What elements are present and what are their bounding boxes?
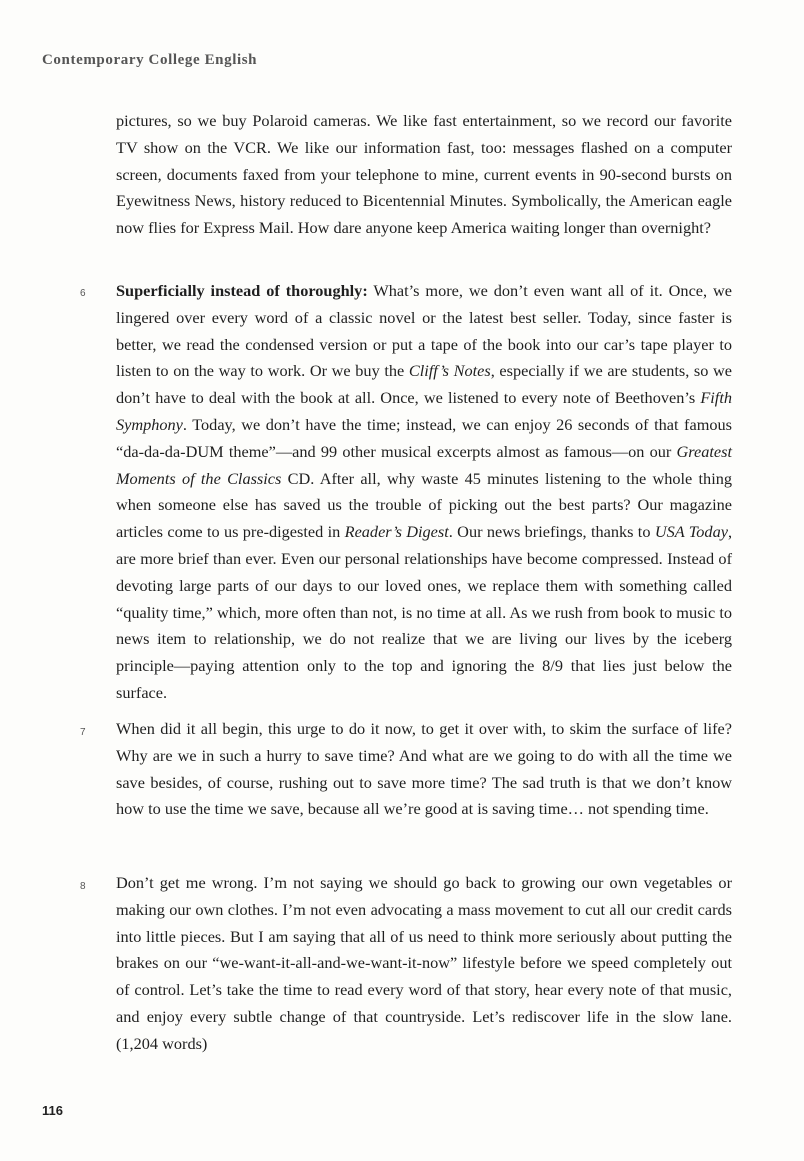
paragraph-6 xyxy=(116,278,732,707)
paragraph-number: 6 xyxy=(80,288,86,299)
paragraph-text: . Today, we don’t have the time; instead, we can enjoy 26 seconds of that famous “da-da-da-DUM theme”—and 99 other musical excerpts almost as famous—on our xyxy=(116,414,732,461)
running-head: Contemporary College English xyxy=(42,52,258,68)
magazine-title: Reader’s Digest xyxy=(344,522,449,542)
paragraph-7 xyxy=(116,716,732,823)
paragraph-number: 7 xyxy=(80,727,86,738)
work-title-fifth-symphony: Fifth Symphony xyxy=(116,388,732,434)
album-title: Greatest Moments of the Classics xyxy=(116,441,732,488)
paragraph-lead-heading: Superficially instead of thoroughly: xyxy=(116,281,368,300)
paragraph-text: , especially if we are students, so we don’t have to deal with the book at all. Once, we listened to every note of Beethoven’s xyxy=(116,361,732,408)
book-title-cliffs-notes: Cliff’s Notes xyxy=(408,361,491,381)
paragraph-text: When did it all begin, this urge to do it now, to get it over with, to skim the surface of life? Why are we in such a hurry to save time? And what are we going to do with all the time we save besides, of course, rushing out to save more time? The sad truth is that we don’t know how to use the time we save, because all we’re good at is saving time… not spending time. xyxy=(116,719,732,819)
paragraph-8 xyxy=(116,870,732,1058)
newspaper-title: USA Today xyxy=(654,522,728,542)
paragraph-continued xyxy=(116,108,732,242)
paragraph-text: What’s more, we don’t even want all of it. Once, we lingered over every word of a classic novel or the latest best seller. Today, since faster is better, we read the condensed version or put a tape of the book into our car’s tape player to listen to on the way to work. Or we buy the xyxy=(116,281,732,381)
paragraph-number: 8 xyxy=(80,881,86,892)
paragraph-text: , are more brief than ever. Even our personal relationships have become compressed. Instead of devoting large parts of our days to our loved ones, we replace them with something called “quality time,” which, more often than not, is no time at all. As we rush from book to music to news item to relationship, we do not realize that we are living our lives by the iceberg principle—paying attention only to the top and ignoring the 8/9 that lies just below the surface. xyxy=(116,522,733,702)
paragraph-text: Don’t get me wrong. I’m not saying we should go back to growing our own vegetables or making our own clothes. I’m not even advocating a mass movement to cut all our credit cards into little pieces. But I am saying that all of us need to think more seriously about putting the brakes on our “we-want-it-all-and-we-want-it-now” lifestyle before we speed completely out of control. Let’s take the time to read every word of that story, hear every note of that music, and enjoy every subtle change of that countryside. Let’s rediscover life in the slow lane. (1,204 words) xyxy=(116,873,732,1053)
page-number: 116 xyxy=(42,1103,63,1118)
paragraph-text: CD. After all, why waste 45 minutes listening to the whole thing when someone else has saved us the trouble of picking out the best parts? Our magazine articles come to us pre-digested in xyxy=(116,468,732,542)
paragraph-text: pictures, so we buy Polaroid cameras. We like fast entertainment, so we record our favorite TV show on the VCR. We like our information fast, too: messages flashed on a computer screen, documents faxed from your telephone to mine, current events in 90-second bursts on Eyewitness News, history reduced to Bicentennial Minutes. Symbolically, the American eagle now flies for Express Mail. How dare anyone keep America waiting longer than overnight? xyxy=(116,111,732,238)
paragraph-text: . Our news briefings, thanks to xyxy=(448,522,655,542)
